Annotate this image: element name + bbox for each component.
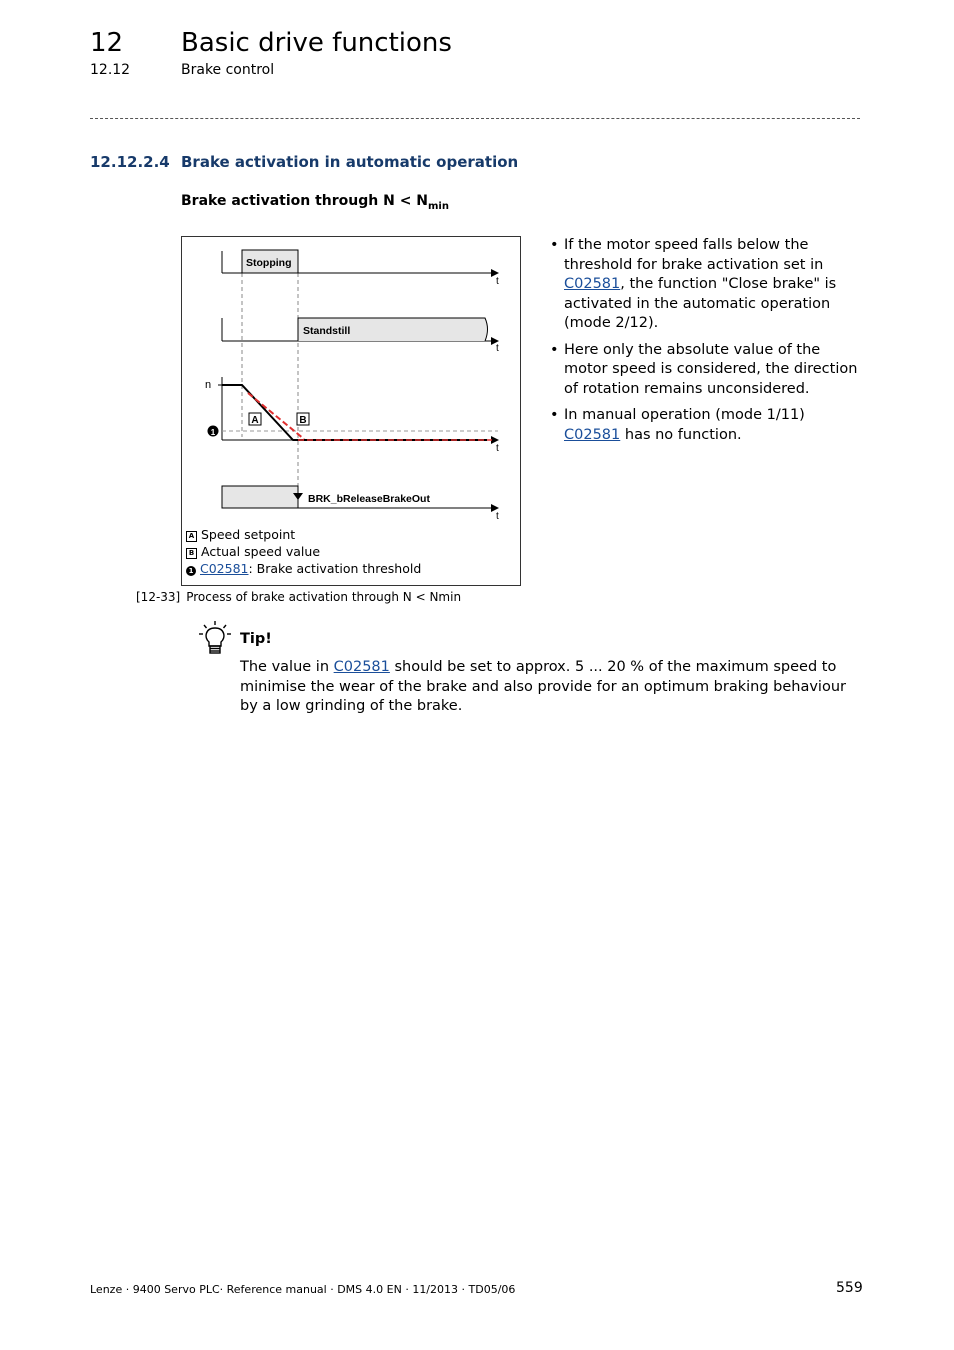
tip-text: [240, 658, 868, 717]
row1-t-label: t: [496, 276, 499, 287]
section-title: Brake control: [181, 62, 275, 78]
bullet-2-text: Here only the absolute value of the motor speed is considered, the direction of rotation remains unconsidered.: [564, 341, 858, 397]
standstill-label: Standstill: [303, 325, 351, 337]
tip-text-post: should be set to approx. 5 ... 20 % of the maximum speed to minimise the wear of the brake and also provide for an optimum braking behaviour by a low grinding of the brake.: [240, 659, 846, 714]
legend-c02581-link[interactable]: C02581: [200, 561, 249, 576]
tip-text-pre: The value in: [240, 659, 334, 675]
legend-item-a: [186, 526, 421, 543]
row4-t-label: t: [496, 511, 499, 522]
legend-a-icon: A: [186, 531, 197, 542]
chapter-number: 12: [90, 28, 124, 58]
paragraph-heading-text: Brake activation through N < N: [181, 193, 429, 209]
legend-threshold-text: : Brake activation threshold: [248, 561, 422, 576]
subsection-title: Brake activation in automatic operation: [181, 153, 519, 171]
figure-legend: [186, 526, 421, 577]
c02581-link[interactable]: C02581: [564, 426, 621, 443]
legend-threshold-icon: 1: [186, 566, 196, 576]
brake-release-box: [222, 486, 298, 508]
footer-document-info: Lenze · 9400 Servo PLC· Reference manual · DMS 4.0 EN · 11/2013 · TD05/06: [90, 1283, 516, 1296]
subsection-heading: [90, 153, 518, 171]
bullet-3-post: has no function.: [620, 426, 742, 443]
bullet-1-post: , the function "Close brake" is activated in the automatic operation (mode 2/12).: [564, 276, 837, 331]
page-number: 559: [836, 1280, 863, 1296]
bullet-1-pre: If the motor speed falls below the threshold for brake activation set in: [564, 237, 824, 273]
caption-text: Process of brake activation through N < Nmin: [186, 590, 462, 604]
marker-b-label: B: [299, 415, 307, 426]
caption-number: [12-33]: [136, 590, 181, 604]
tip-c02581-link[interactable]: C02581: [333, 659, 390, 675]
threshold-marker-number: 1: [210, 428, 216, 437]
legend-item-threshold: [186, 560, 421, 577]
legend-b-icon: B: [186, 548, 197, 559]
timing-diagram-figure: [181, 236, 521, 586]
stopping-label: Stopping: [246, 257, 292, 269]
chapter-title: Basic drive functions: [181, 28, 452, 58]
brake-signal-label: BRK_bReleaseBrakeOut: [308, 493, 430, 505]
marker-a-label: A: [251, 415, 259, 426]
paragraph-heading-subscript: min: [428, 200, 449, 212]
legend-a-text: Speed setpoint: [201, 527, 296, 542]
n-axis-label: n: [205, 379, 212, 391]
lightbulb-icon: [196, 620, 234, 656]
bullet-item: [548, 236, 863, 334]
bullet-item: [548, 406, 863, 445]
bullet-3-pre: In manual operation (mode 1/11): [564, 407, 805, 423]
row2-t-label: t: [496, 343, 499, 354]
legend-b-text: Actual speed value: [201, 544, 321, 559]
speed-setpoint-curve: [222, 385, 487, 440]
subsection-number: 12.12.2.4: [90, 153, 170, 171]
row3-t-label: t: [496, 443, 499, 454]
tip-title: Tip!: [240, 631, 272, 647]
section-number: 12.12: [90, 62, 131, 78]
bullet-list: [548, 236, 863, 452]
c02581-link[interactable]: C02581: [564, 276, 621, 292]
paragraph-heading: [181, 193, 449, 212]
bullet-item: [548, 341, 863, 400]
figure-caption: [136, 590, 461, 604]
legend-item-b: [186, 543, 421, 560]
header-divider: [90, 118, 860, 119]
